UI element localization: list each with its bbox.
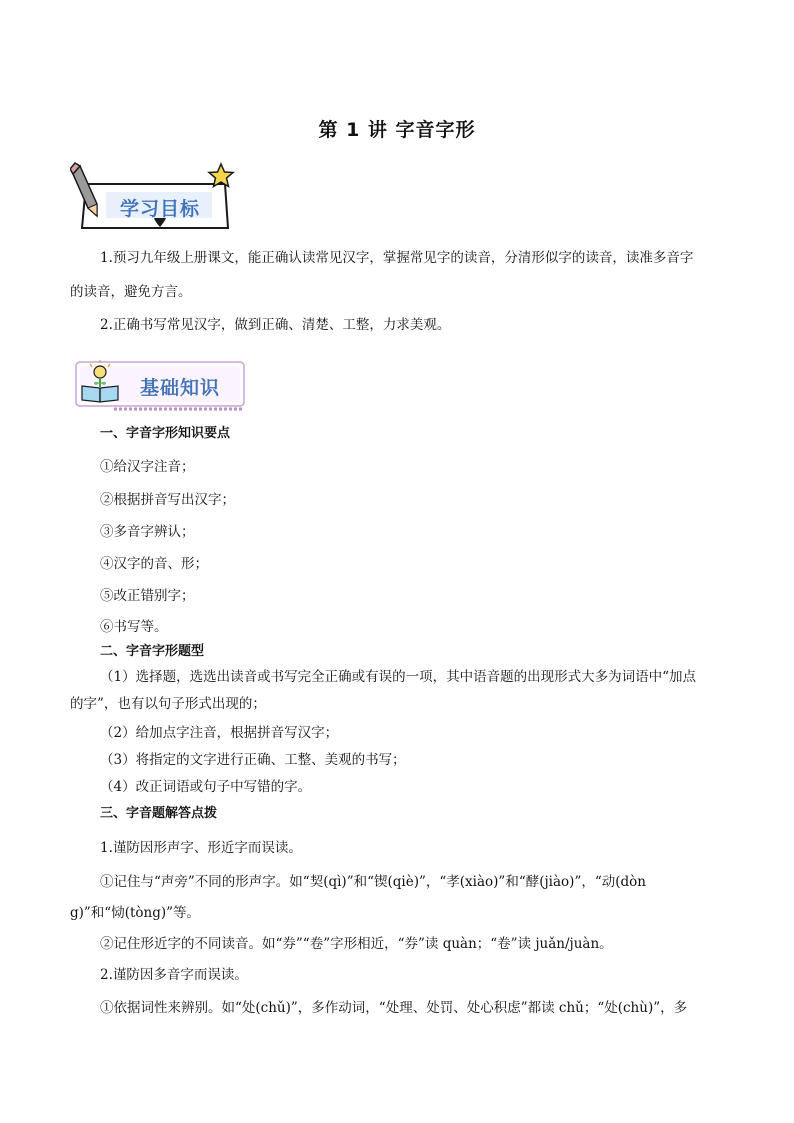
section2-item3: （3）将指定的文字进行正确、工整、美观的书写； <box>100 752 406 768</box>
section1-item: ⑥书写等。 <box>100 619 168 635</box>
section1-item: ④汉字的音、形； <box>100 556 208 572</box>
section2-item1-line2: 的字”，也有以句子形式出现的； <box>70 696 266 712</box>
section3-p5: ①依据词性来辨别。如“处(chǔ)”，多作动词，“处理、处罚、处心积虑”都读 chǔ；“处(chù)”，多 <box>100 1000 688 1016</box>
section2-heading: 二、字音字形题型 <box>100 644 205 659</box>
goal-line-2: 的读音，避免方言。 <box>70 284 192 300</box>
section3-p3: ②记住形近字的不同读音。如“券”“卷”字形相近，“券”读 quàn；“卷”读 juǎn/juàn。 <box>100 936 613 952</box>
section1-item: ①给汉字注音； <box>100 459 195 475</box>
goal-line-3: 2.正确书写常见汉字，做到正确、清楚、工整，力求美观。 <box>100 317 451 333</box>
page-title: 第 1 讲 字音字形 <box>318 119 476 141</box>
goal-line-1: 1.预习九年级上册课文，能正确认读常见汉字，掌握常见字的读音，分清形似字的读音，读准多音字 <box>100 250 694 266</box>
section3-p2-line2: g)”和“恸(tòng)”等。 <box>70 905 201 921</box>
section1-heading: 一、字音字形知识要点 <box>100 426 231 441</box>
section1-item: ⑤改正错别字； <box>100 588 195 604</box>
basics-banner-label: 基础知识 <box>139 377 220 399</box>
section1-item: ②根据拼音写出汉字； <box>100 492 235 508</box>
section3-p2-line1: ①记住与“声旁”不同的形声字。如“契(qì)”和“锲(qiè)”，“孝(xiào)”和“酵(jiào)”，“动(dòn <box>100 874 646 890</box>
section2-item2: （2）给加点字注音，根据拼音写汉字； <box>100 725 339 741</box>
goals-banner-label: 学习目标 <box>119 198 200 220</box>
goals-banner <box>70 162 240 232</box>
section2-item4: （4）改正词语或句子中写错的字。 <box>100 779 312 795</box>
section3-p1: 1.谨防因形声字、形近字而误读。 <box>100 840 302 856</box>
section3-p4: 2.谨防因多音字而误读。 <box>100 967 248 983</box>
section2-item1-line1: （1）选择题，选选出读音或书写完全正确或有误的一项，其中语音题的出现形式大多为词语中“加点 <box>100 669 696 685</box>
basics-banner <box>74 358 249 416</box>
section3-heading: 三、字音题解答点拨 <box>100 806 218 821</box>
section1-item: ③多音字辨认； <box>100 524 195 540</box>
